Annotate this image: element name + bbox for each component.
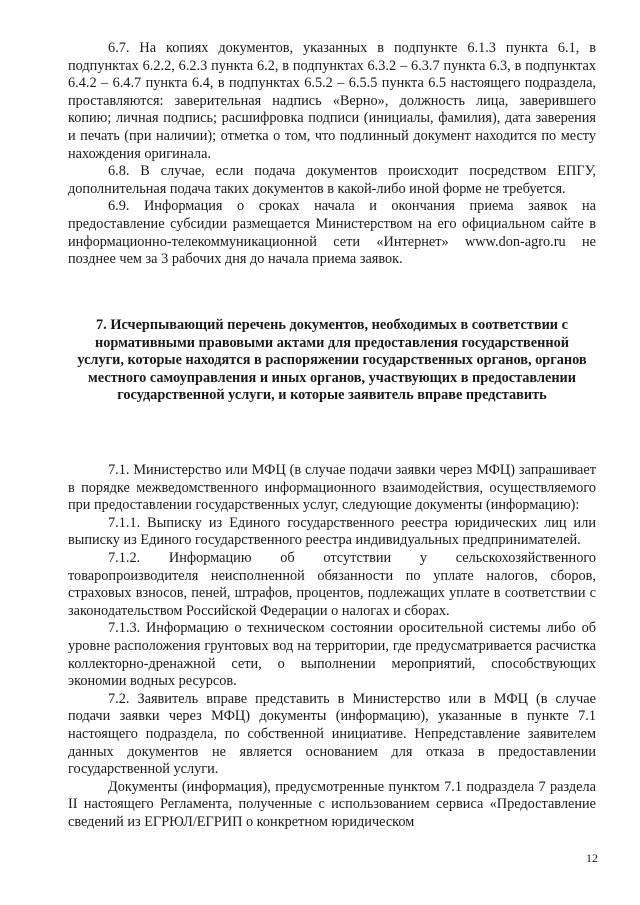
paragraph-6-7: 6.7. На копиях документов, указанных в подпункте 6.1.3 пункта 6.1, в подпунктах 6.2.2, 6.2.3 пункта 6.2, в подпунктах 6.3.2 – 6.3.7 пункта 6.3, в подпунктах 6.4.2 – 6.4.7 пункта 6.4, в подпунктах 6.5.2 – 6.5.5 пункта 6.5 настоящего подраздела, проставляются: заверительная надпись «Верно», должность лица, заверившего копию; личная подпись; расшифровка подписи (инициалы, фамилия), дата заверения и печать (при наличии); отметка о том, что подлинный документ находится по месту нахождения оригинала.	[68, 40, 596, 162]
paragraph-7-1-2: 7.1.2. Информацию об отсутствии у сельскохозяйственного товаропроизводителя неисполненной обязанности по уплате налогов, сборов, страховых взносов, пеней, штрафов, процентов, подлежащих уплате в соответствии с законодательством Российской Федерации о налогах и сборах.	[68, 549, 596, 619]
paragraphs-bottom	[68, 462, 596, 831]
paragraph-7-2: 7.2. Заявитель вправе представить в Министерство или в МФЦ (в случае подачи заявки через МФЦ) документы (информацию), указанные в пункте 7.1 настоящего подраздела, по собственной инициативе. Непредставление заявителем данных документов не является основанием для отказа в предоставлении государственной услуги.	[68, 690, 596, 778]
paragraph-7-1-3: 7.1.3. Информацию о техническом состоянии оросительной системы либо об уровне расположения грунтовых вод на территории, где предусматривается расчистка коллекторно-дренажной сети, о выполнении мероприятий, способствующих экономии водных ресурсов.	[68, 620, 596, 690]
paragraph-documents-info: Документы (информация), предусмотренные пунктом 7.1 подраздела 7 раздела II настоящего Регламента, полученные с использованием сервиса «Предоставление сведений из ЕГРЮЛ/ЕГРИП о конкретном юридическом	[68, 778, 596, 830]
page-number: 12	[586, 851, 598, 865]
paragraphs-top	[68, 40, 596, 269]
paragraph-7-1-1: 7.1.1. Выписку из Единого государственного реестра юридических лиц или выписку из Единого государственного реестра индивидуальных предпринимателей.	[68, 514, 596, 549]
paragraph-6-9: 6.9. Информация о сроках начала и окончания приема заявок на предоставление субсидии размещается Министерством на его официальном сайте в информационно-телекоммуникационной сети «Интернет» www.don-agro.ru не позднее чем за 3 рабочих дня до начала приема заявок.	[68, 198, 596, 268]
paragraph-7-1: 7.1. Министерство или МФЦ (в случае подачи заявки через МФЦ) запрашивает в порядке межведомственного информационного взаимодействия, осуществляемого при предоставлении государственных услуг, следующие документы (информацию):	[68, 462, 596, 514]
paragraph-6-8: 6.8. В случае, если подача документов происходит посредством ЕПГУ, дополнительная подача таких документов в какой-либо иной форме не требуется.	[68, 163, 596, 197]
section-7-heading: 7. Исчерпывающий перечень документов, необходимых в соответствии с нормативными правовыми актами для предоставления государственной услуги, которые находятся в распоряжении государственных органов, органов местного самоуправления и иных органов, участвующих в предоставлении государственной услуги, и которые заявитель вправе представить	[77, 317, 587, 404]
